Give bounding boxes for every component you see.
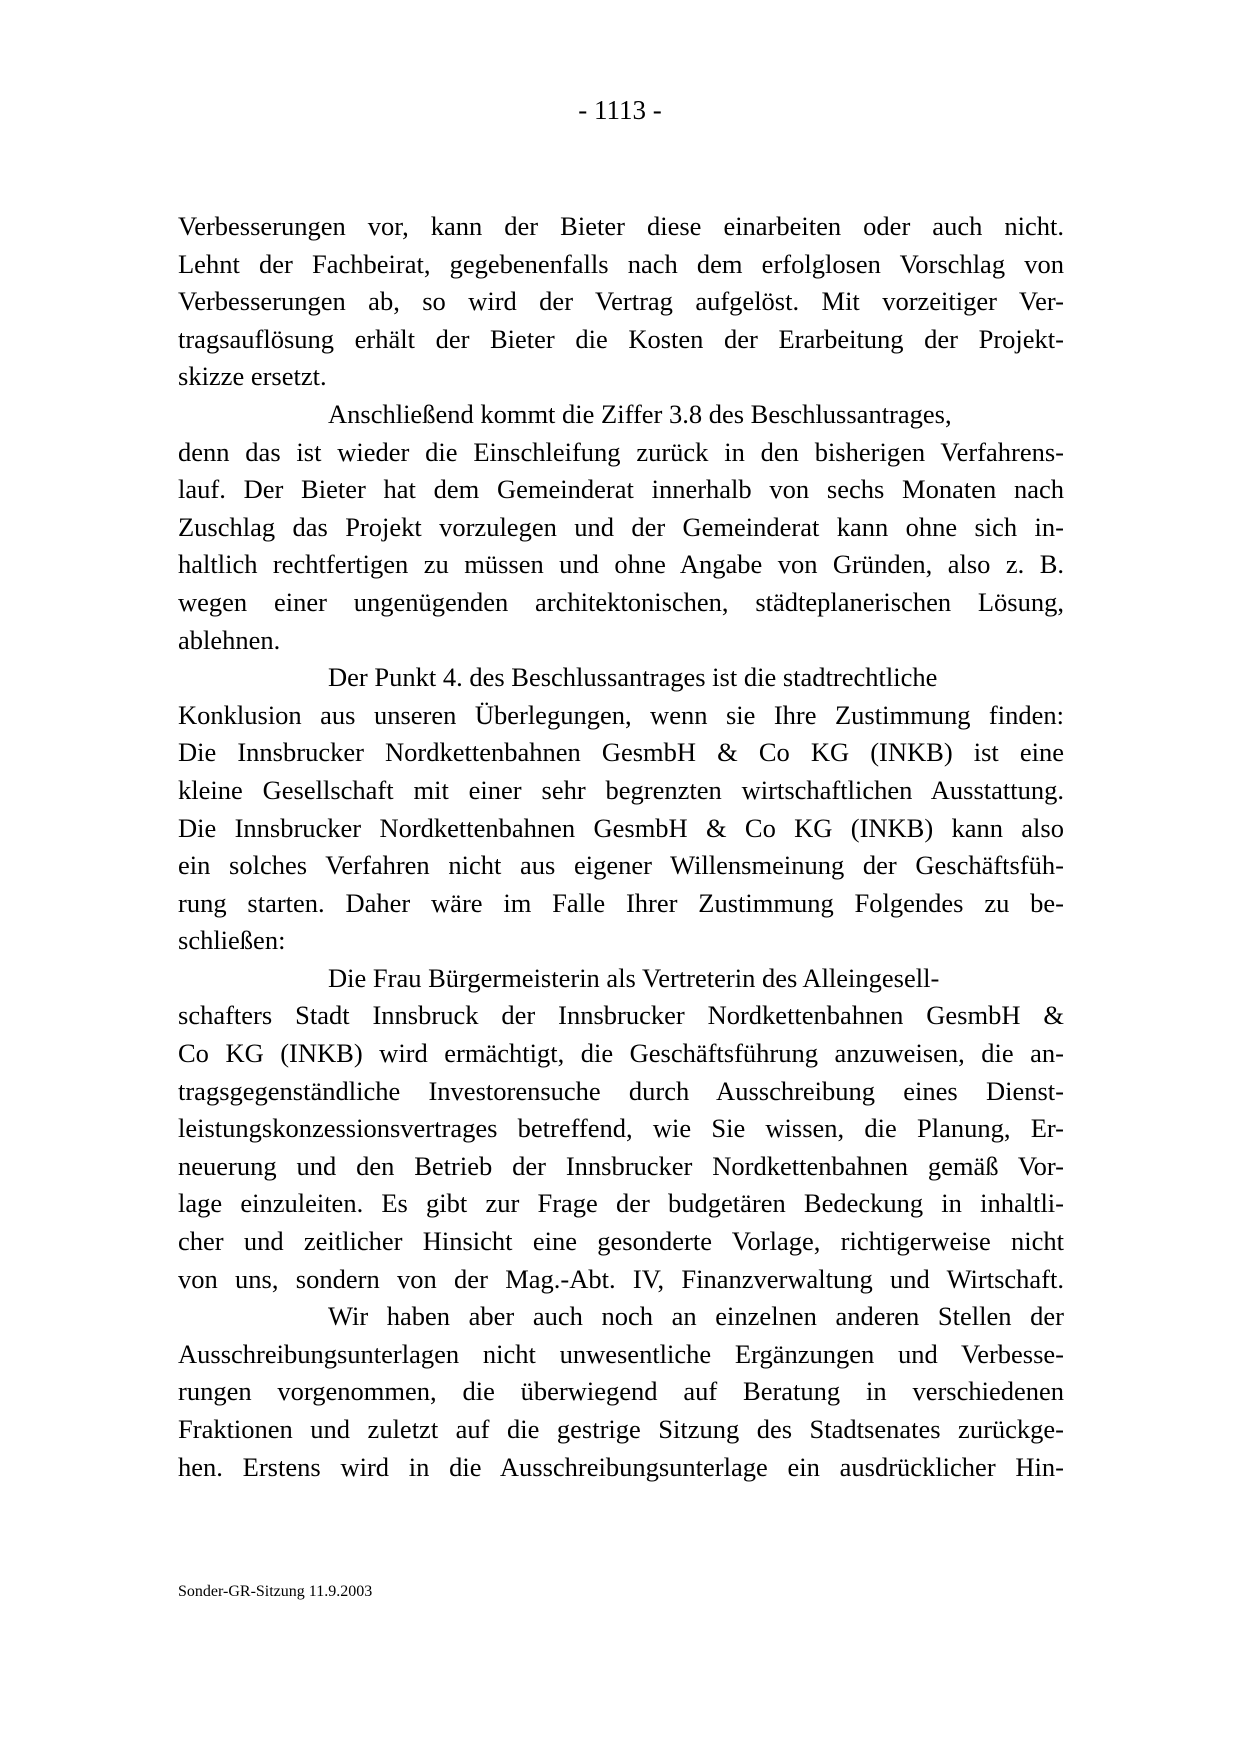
footer: Sonder-GR-Sitzung 11.9.2003 bbox=[178, 1583, 373, 1600]
text-line: Die Innsbrucker Nordkettenbahnen GesmbH & Co KG (INKB) kann also bbox=[178, 812, 1064, 843]
text-line: rung starten. Daher wäre im Falle Ihrer Zustimmung Folgendes zu be- bbox=[178, 887, 1064, 918]
text-line: kleine Gesellschaft mit einer sehr begrenzten wirtschaftlichen Ausstattung. bbox=[178, 774, 1064, 805]
text-line: Der Punkt 4. des Beschlussantrages ist die stadtrechtliche bbox=[328, 662, 938, 693]
page-number: - 1113 - bbox=[578, 95, 662, 125]
text-line: Anschließend kommt die Ziffer 3.8 des Beschlussantrages, bbox=[328, 398, 952, 429]
text-line: Wir haben aber auch noch an einzelnen anderen Stellen der bbox=[328, 1301, 1064, 1332]
text-line: Konklusion aus unseren Überlegungen, wenn sie Ihre Zustimmung finden: bbox=[178, 699, 1064, 730]
text-line: lage einzuleiten. Es gibt zur Frage der budgetären Bedeckung in inhaltli- bbox=[178, 1188, 1064, 1219]
text-line: Zuschlag das Projekt vorzulegen und der Gemeinderat kann ohne sich in- bbox=[178, 511, 1064, 542]
text-line: Die Innsbrucker Nordkettenbahnen GesmbH & Co KG (INKB) ist eine bbox=[178, 737, 1064, 768]
text-line: ein solches Verfahren nicht aus eigener Willensmeinung der Geschäftsfüh- bbox=[178, 850, 1064, 881]
text-line: Die Frau Bürgermeisterin als Vertreterin des Alleingesell- bbox=[328, 962, 940, 993]
text-line: schafters Stadt Innsbruck der Innsbrucker Nordkettenbahnen GesmbH & bbox=[178, 1000, 1064, 1031]
text-line: Fraktionen und zuletzt auf die gestrige Sitzung des Stadtsenates zurückge- bbox=[178, 1414, 1064, 1444]
text-line: Verbesserungen ab, so wird der Vertrag aufgelöst. Mit vorzeitiger Ver- bbox=[178, 286, 1064, 317]
text-line: tragsgegenständliche Investorensuche durch Ausschreibung eines Dienst- bbox=[178, 1075, 1064, 1106]
text-line: denn das ist wieder die Einschleifung zurück in den bisherigen Verfahrens- bbox=[178, 436, 1064, 467]
text-line: haltlich rechtfertigen zu müssen und ohne Angabe von Gründen, also z. B. bbox=[178, 549, 1064, 580]
text-line: hen. Erstens wird in die Ausschreibungsunterlage ein ausdrücklicher Hin- bbox=[178, 1451, 1064, 1482]
text-line: leistungskonzessionsvertrages betreffend, wie Sie wissen, die Planung, Er- bbox=[178, 1113, 1064, 1144]
text-line: wegen einer ungenügenden architektonischen, städteplanerischen Lösung, bbox=[178, 586, 1064, 617]
text-line: Ausschreibungsunterlagen nicht unwesentliche Ergänzungen und Verbesse- bbox=[178, 1338, 1064, 1369]
text-line: neuerung und den Betrieb der Innsbrucker Nordkettenbahnen gemäß Vor- bbox=[178, 1150, 1064, 1181]
text-line: cher und zeitlicher Hinsicht eine gesonderte Vorlage, richtigerweise nicht bbox=[178, 1226, 1064, 1257]
text-line: von uns, sondern von der Mag.-Abt. IV, Finanzverwaltung und Wirtschaft. bbox=[178, 1263, 1064, 1294]
text-line: lauf. Der Bieter hat dem Gemeinderat innerhalb von sechs Monaten nach bbox=[178, 474, 1064, 505]
text-line: Verbesserungen vor, kann der Bieter diese einarbeiten oder auch nicht. bbox=[178, 211, 1064, 241]
text-line: ablehnen. bbox=[178, 624, 281, 655]
text-line: skizze ersetzt. bbox=[178, 361, 327, 392]
text-line: Co KG (INKB) wird ermächtigt, die Geschäftsführung anzuweisen, die an- bbox=[178, 1038, 1064, 1069]
text-line: rungen vorgenommen, die überwiegend auf Beratung in verschiedenen bbox=[178, 1376, 1064, 1407]
text-line: schließen: bbox=[178, 925, 286, 956]
text-line: tragsauflösung erhält der Bieter die Kosten der Erarbeitung der Projekt- bbox=[178, 323, 1064, 354]
text-line: Lehnt der Fachbeirat, gegebenenfalls nach dem erfolglosen Vorschlag von bbox=[178, 248, 1064, 279]
body-text bbox=[178, 208, 1064, 1486]
